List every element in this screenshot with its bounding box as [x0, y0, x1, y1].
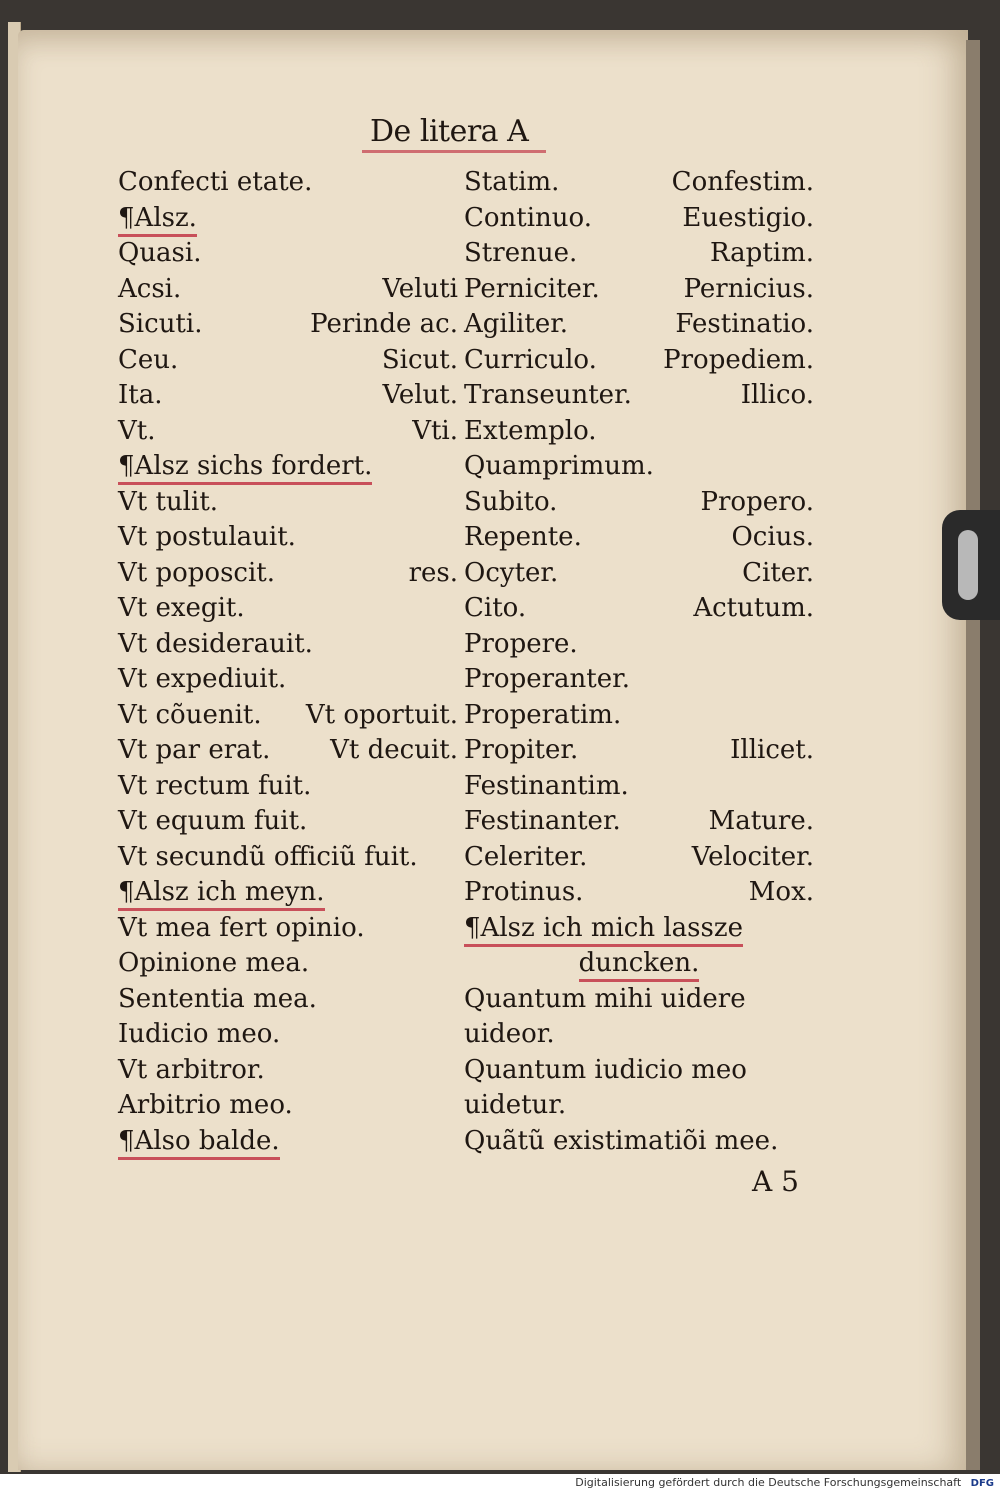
line-text-right: Sicut.: [381, 344, 458, 375]
line-text-right: res.: [408, 557, 458, 588]
line-text: Quantum iudicio meo: [464, 1054, 747, 1085]
left-column-line: [118, 1088, 458, 1124]
right-column-line: [464, 911, 814, 947]
left-column-line: [118, 627, 458, 663]
line-text: Vt tulit.: [118, 486, 219, 517]
line-text: Vt cõuenit.: [118, 699, 262, 730]
left-column-line: [118, 946, 458, 982]
line-text: Ceu.: [118, 344, 179, 375]
right-column-line: [464, 840, 814, 876]
line-text-right: Raptim.: [710, 238, 814, 268]
left-column-line: [118, 591, 458, 627]
line-text-right: Mox.: [748, 877, 814, 907]
line-text-right: Festinatio.: [675, 309, 814, 339]
left-column-line: [118, 236, 458, 272]
right-column-line: [464, 307, 814, 343]
right-column-line: [464, 1088, 814, 1124]
left-column-line: [118, 556, 458, 592]
line-text: Statim.: [464, 167, 560, 197]
line-text: ¶Alsz.: [118, 203, 197, 237]
line-text-right: Ocius.: [731, 522, 814, 552]
line-text: Quãtũ existimatiõi mee.: [464, 1125, 779, 1156]
right-column-line: [464, 662, 814, 698]
left-column-line: [118, 165, 458, 201]
line-text: Properatim.: [464, 699, 622, 730]
right-column-line: [464, 1053, 814, 1089]
right-column-line: [464, 804, 814, 840]
line-text: Arbitrio meo.: [118, 1090, 293, 1120]
left-column-line: [118, 982, 458, 1018]
line-text: ¶Alsz ich meyn.: [118, 877, 325, 911]
line-text-right: Velut.: [382, 380, 458, 410]
line-text: Ocyter.: [464, 557, 559, 588]
line-text-right: Mature.: [708, 806, 814, 836]
line-text: Agiliter.: [464, 309, 569, 339]
line-text-right: Propero.: [700, 486, 814, 517]
line-text: ¶Alsz sichs fordert.: [118, 451, 372, 485]
line-text: Vt exegit.: [118, 593, 245, 623]
line-text: Vt equum fuit.: [118, 806, 308, 836]
line-text: ¶Alsz ich mich lassze: [464, 913, 743, 947]
left-column-line: [118, 769, 458, 805]
left-column-line: [118, 307, 458, 343]
left-column: [118, 165, 458, 1159]
line-text-right: Illicet.: [730, 735, 814, 765]
line-text: Vt postulauit.: [118, 522, 296, 552]
left-column-line: [118, 1017, 458, 1053]
footer-text: Digitalisierung gefördert durch die Deutsche Forschungsgemeinschaft: [575, 1476, 962, 1489]
line-text: Acsi.: [118, 273, 182, 304]
right-column-line: [464, 591, 814, 627]
line-text: Continuo.: [464, 202, 593, 233]
line-text: Festinantim.: [464, 770, 629, 801]
line-text: Ita.: [118, 380, 163, 410]
line-text-right: Vti.: [412, 415, 458, 446]
line-text: ¶Also balde.: [118, 1126, 280, 1160]
right-column-line: [464, 449, 814, 485]
line-text: Quamprimum.: [464, 451, 654, 481]
line-text: Iudicio meo.: [118, 1019, 281, 1049]
right-column-line: [464, 236, 814, 272]
line-text: Quasi.: [118, 238, 202, 268]
right-column-line: [464, 769, 814, 805]
line-text-right: Pernicius.: [683, 273, 814, 304]
line-text: uidetur.: [464, 1090, 567, 1120]
left-column-line: [118, 414, 458, 450]
right-column-line: [464, 1124, 814, 1160]
right-column-line: [464, 1017, 814, 1053]
line-text: Vt mea fert opinio.: [118, 912, 365, 943]
right-column: [464, 165, 814, 1159]
line-text: Properanter.: [464, 664, 630, 694]
right-column-line: [464, 165, 814, 201]
line-text: Vt.: [118, 415, 156, 446]
left-column-line: [118, 1053, 458, 1089]
right-column-line: [464, 627, 814, 663]
line-text: Vt par erat.: [118, 735, 271, 765]
right-column-line: [464, 485, 814, 521]
line-text: Quantum mihi uidere: [464, 983, 746, 1014]
line-text: Vt desiderauit.: [118, 628, 313, 659]
line-text: uideor.: [464, 1019, 555, 1049]
line-text: Sicuti.: [118, 309, 203, 339]
right-column-line: [464, 378, 814, 414]
right-column-line: [464, 556, 814, 592]
line-text: Propere.: [464, 628, 578, 659]
line-text: Subito.: [464, 486, 558, 517]
line-text: Protinus.: [464, 877, 584, 907]
signature-mark: A 5: [752, 1165, 799, 1198]
line-text-right: Illico.: [740, 380, 814, 410]
left-column-line: [118, 840, 458, 876]
dfg-logo: DFG: [970, 1478, 994, 1489]
line-text: Strenue.: [464, 238, 578, 268]
left-column-line: [118, 662, 458, 698]
line-text: Repente.: [464, 522, 582, 552]
line-text-right: Vt decuit.: [330, 735, 458, 765]
right-column-line: [464, 201, 814, 237]
line-text: Confecti etate.: [118, 167, 313, 197]
right-column-line: [464, 946, 814, 982]
footer-credit: [0, 1474, 1000, 1492]
left-column-line: [118, 343, 458, 379]
line-text: Vt poposcit.: [118, 557, 276, 588]
right-column-line: [464, 698, 814, 734]
left-column-line: [118, 201, 458, 237]
line-text: Vt arbitror.: [118, 1054, 265, 1085]
right-column-line: [464, 343, 814, 379]
line-text: Vt expediuit.: [118, 664, 287, 694]
line-text: duncken.: [579, 948, 700, 982]
line-text-right: Confestim.: [671, 167, 814, 197]
right-column-line: [464, 272, 814, 308]
line-text: Perniciter.: [464, 273, 600, 304]
line-text: Festinanter.: [464, 806, 621, 836]
right-column-line: [464, 875, 814, 911]
left-column-line: [118, 520, 458, 556]
line-text-right: Propediem.: [663, 344, 814, 375]
right-column-line: [464, 982, 814, 1018]
line-text: Celeriter.: [464, 841, 588, 872]
page-right-edge: [966, 40, 980, 1470]
line-text-right: Veluti: [382, 273, 458, 304]
right-column-line: [464, 520, 814, 556]
left-column-line: [118, 804, 458, 840]
page-title: De litera A: [370, 114, 529, 149]
line-text: Curriculo.: [464, 344, 597, 375]
line-text-right: Perinde ac.: [310, 309, 458, 339]
left-column-line: [118, 733, 458, 769]
left-column-line: [118, 1124, 458, 1160]
line-text: Extemplo.: [464, 415, 597, 446]
left-column-line: [118, 911, 458, 947]
left-column-line: [118, 272, 458, 308]
left-column-line: [118, 449, 458, 485]
right-column-line: [464, 414, 814, 450]
left-column-line: [118, 485, 458, 521]
left-column-line: [118, 875, 458, 911]
line-text-right: Euestigio.: [682, 202, 814, 233]
line-text: Vt rectum fuit.: [118, 770, 312, 801]
line-text: Transeunter.: [464, 380, 632, 410]
line-text-right: Vt oportuit.: [305, 699, 458, 730]
line-text: Sententia mea.: [118, 983, 317, 1014]
left-column-line: [118, 698, 458, 734]
page-clip-highlight: [958, 530, 978, 600]
line-text-right: Citer.: [742, 557, 814, 588]
line-text-right: Velociter.: [691, 841, 814, 872]
left-column-line: [118, 378, 458, 414]
right-column-line: [464, 733, 814, 769]
line-text: Propiter.: [464, 735, 579, 765]
line-text: Vt secundũ officiũ fuit.: [118, 841, 418, 872]
line-text: Opinione mea.: [118, 948, 310, 978]
title-rubric-underline: [362, 150, 546, 153]
line-text: Cito.: [464, 593, 527, 623]
line-text-right: Actutum.: [693, 593, 814, 623]
